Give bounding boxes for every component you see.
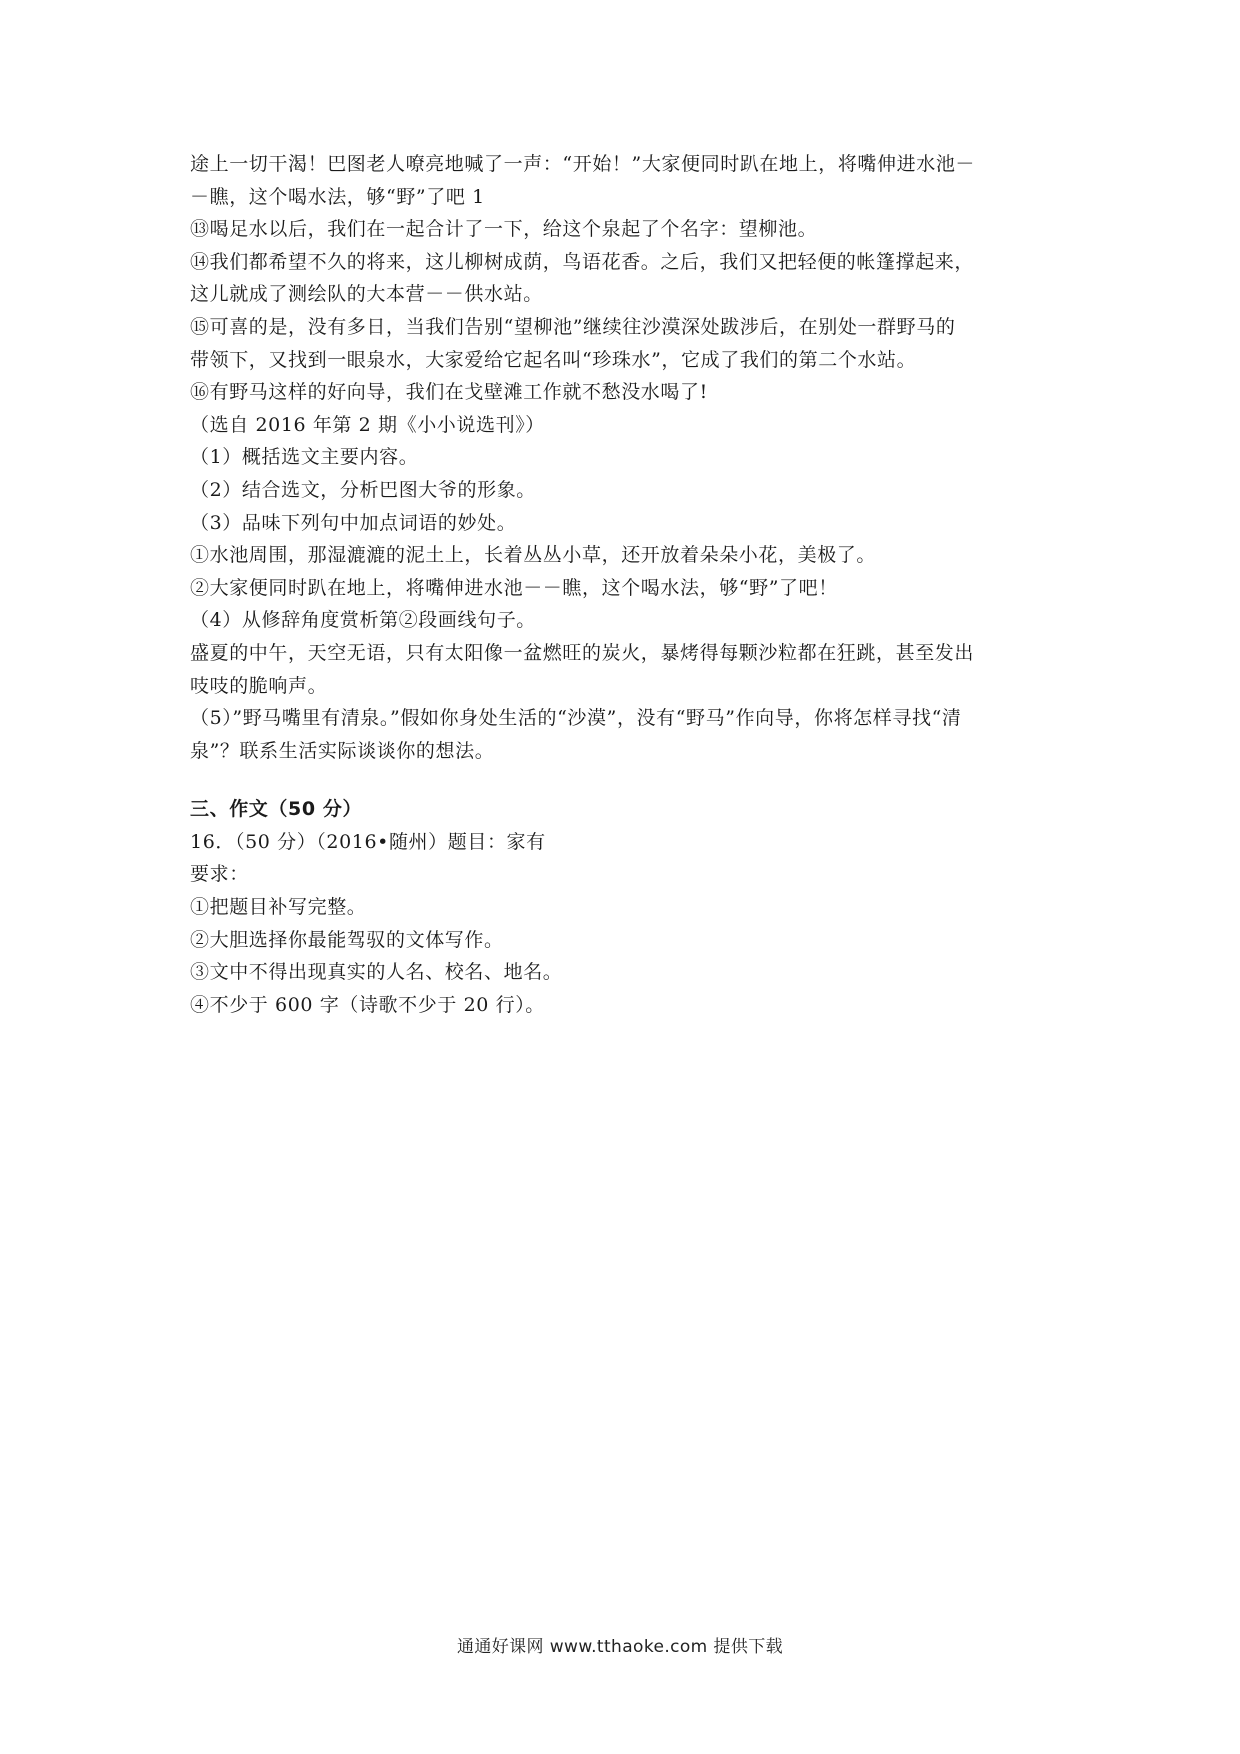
question-list bbox=[190, 441, 1060, 767]
section-heading: 三、作文（50 分） bbox=[190, 798, 363, 821]
document-content bbox=[190, 148, 1060, 1021]
requirement-item: ③文中不得出现真实的人名、校名、地名。 bbox=[190, 961, 563, 984]
question-5: 泉”？联系生活实际谈谈你的想法。 bbox=[190, 739, 495, 762]
question-3: （3）品味下列句中加点词语的妙处。 bbox=[190, 511, 517, 534]
question-5: （5）”野马嘴里有清泉。”假如你身处生活的“沙漠”，没有“野马”作向导，你将怎样寻找“清 bbox=[190, 707, 962, 730]
passage-paragraph-14: ⑭我们都希望不久的将来，这儿柳树成荫，鸟语花香。之后，我们又把轻便的帐篷撑起来， bbox=[190, 250, 975, 273]
passage-line: －瞧，这个喝水法，够“野”了吧 1 bbox=[190, 185, 485, 208]
question-4: （4）从修辞角度赏析第②段画线句子。 bbox=[190, 609, 536, 632]
passage-source: （选自 2016 年第 2 期《小小说选刊》） bbox=[190, 413, 545, 436]
question-3-sentence-2: ②大家便同时趴在地上，将嘴伸进水池－－瞧，这个喝水法，够“野”了吧！ bbox=[190, 576, 838, 599]
composition-prompt: 16．（50 分）（2016•随州）题目：家有 bbox=[190, 830, 546, 853]
question-3-sentence-1: ①水池周围，那湿漉漉的泥土上，长着丛丛小草，还开放着朵朵小花，美极了。 bbox=[190, 544, 877, 567]
question-1: （1）概括选文主要内容。 bbox=[190, 446, 419, 469]
requirements-label: 要求： bbox=[190, 863, 249, 886]
requirement-item: ①把题目补写完整。 bbox=[190, 896, 367, 919]
passage-paragraph-13: ⑬喝足水以后，我们在一起合计了一下，给这个泉起了个名字：望柳池。 bbox=[190, 218, 818, 241]
question-4-quote: 吱吱的脆响声。 bbox=[190, 674, 328, 697]
requirement-item: ④不少于 600 字（诗歌不少于 20 行）。 bbox=[190, 993, 545, 1016]
question-4-quote: 盛夏的中午，天空无语，只有太阳像一盆燃旺的炭火，暴烤得每颗沙粒都在狂跳，甚至发出 bbox=[190, 641, 975, 664]
composition-section bbox=[190, 793, 1060, 1021]
passage-line: 带领下，又找到一眼泉水，大家爱给它起名叫“珍珠水”，它成了我们的第二个水站。 bbox=[190, 348, 917, 371]
passage-paragraph-16: ⑯有野马这样的好向导，我们在戈壁滩工作就不愁没水喝了! bbox=[190, 381, 708, 404]
passage-line: 这儿就成了测绘队的大本营－－供水站。 bbox=[190, 283, 543, 306]
passage-line: 途上一切干渴！巴图老人嘹亮地喊了一声：“开始！”大家便同时趴在地上，将嘴伸进水池－ bbox=[190, 153, 976, 175]
section-gap bbox=[190, 767, 1060, 793]
question-2: （2）结合选文，分析巴图大爷的形象。 bbox=[190, 478, 536, 501]
passage-paragraph-15: ⑮可喜的是，没有多日，当我们告别“望柳池”继续往沙漠深处跋涉后，在别处一群野马的 bbox=[190, 315, 956, 338]
reading-passage bbox=[190, 148, 1060, 441]
requirement-item: ②大胆选择你最能驾驭的文体写作。 bbox=[190, 928, 504, 951]
page-footer: 通通好课网 www.tthaoke.com 提供下载 bbox=[456, 1637, 784, 1657]
